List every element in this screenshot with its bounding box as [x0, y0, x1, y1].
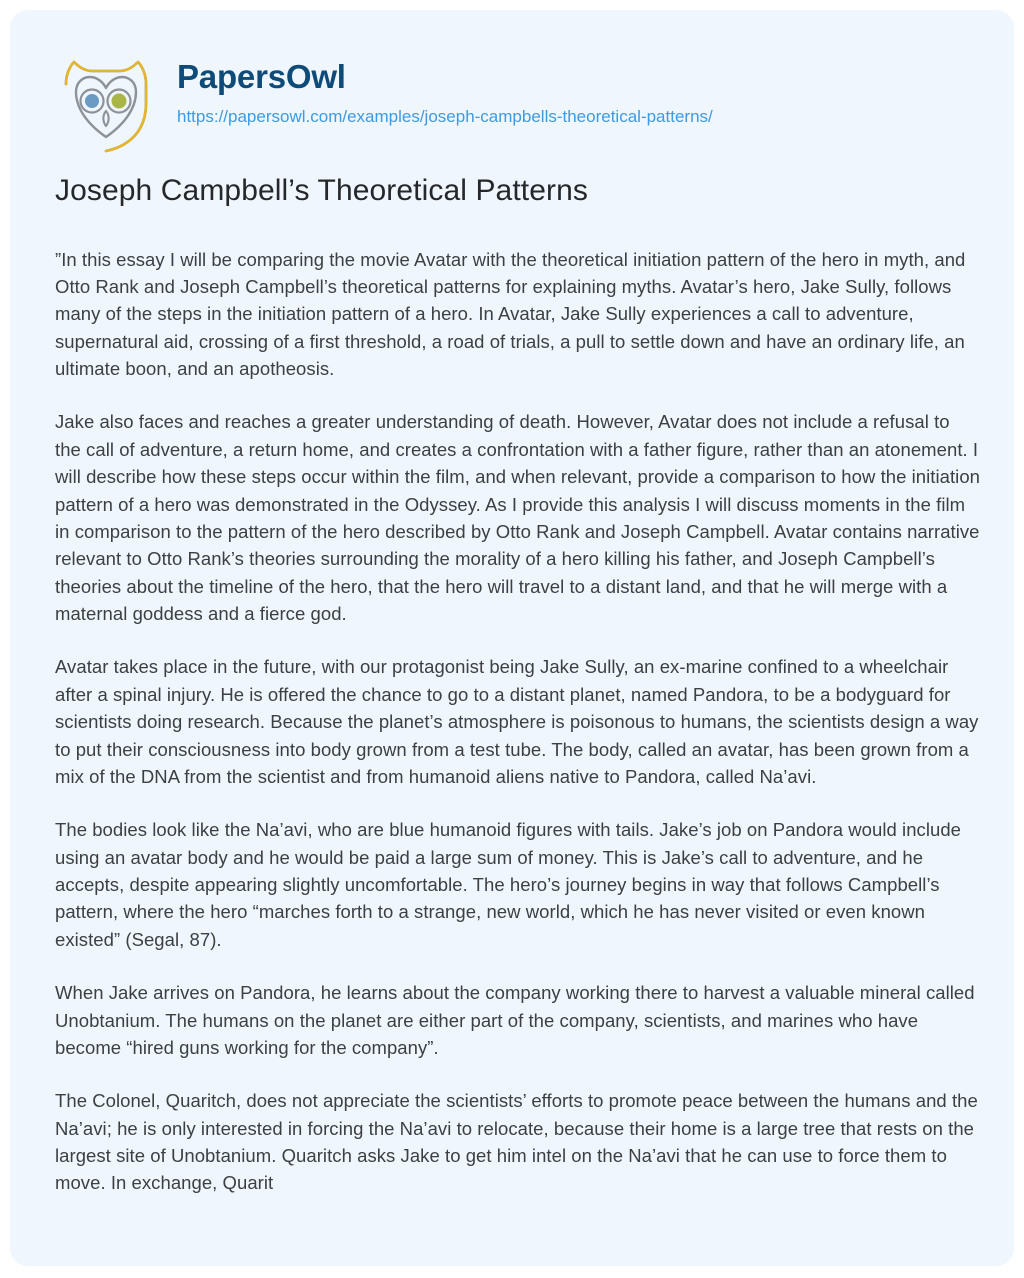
article-body: [55, 246, 980, 1197]
article-paragraph: When Jake arrives on Pandora, he learns about the company working there to harvest a valuable mineral called Unobtanium. The humans on the planet are either part of the company, scientists, and marines who have become “hired guns working for the company”.: [55, 982, 975, 1058]
site-header: [10, 10, 1014, 160]
article-paragraph: The bodies look like the Na’avi, who are blue humanoid figures with tails. Jake’s job on Pandora would include using an avatar body and he would be paid a large sum of money. This is Jake’s call to adventure, and he accepts, despite appearing slightly uncomfortable. The hero’s journey begins in way that follows Campbell’s pattern, where the hero “marches forth to a strange, new world, which he has never visited or even known existed” (Segal, 87).: [55, 819, 962, 950]
article-paragraph: ”In this essay I will be comparing the movie Avatar with the theoretical initiation pattern of the hero in myth, and Otto Rank and Joseph Campbell’s theoretical patterns for explaining myths. Avatar’s hero, Jake Sully, follows many of the steps in the initiation pattern of a hero. In Avatar, Jake Sully experiences a call to adventure, supernatural aid, crossing of a first threshold, a road of trials, a pull to settle down and have an ordinary life, an ultimate boon, and an apotheosis.: [55, 248, 966, 379]
brand-name: PapersOwl: [177, 58, 346, 95]
owl-logo-icon[interactable]: [60, 58, 152, 154]
article-paragraph: Jake also faces and reaches a greater understanding of death. However, Avatar does not include a refusal to the call of adventure, a return home, and creates a confrontation with a father figure, rather than an atonement. I will describe how these steps occur within the film, and when relevant, provide a comparison to how the initiation pattern of a hero was demonstrated in the Odyssey. As I provide this analysis I will discuss moments in the film in comparison to the pattern of the hero described by Otto Rank and Joseph Campbell. Avatar contains narrative relevant to Otto Rank’s theories surrounding the morality of a hero killing his father, and Joseph Campbell’s theories about the timeline of the hero, that the hero will travel to a distant land, and that he will merge with a maternal goddess and a fierce god.: [55, 411, 981, 624]
article-paragraph: The Colonel, Quaritch, does not appreciate the scientists’ efforts to promote peace between the humans and the Na’avi; he is only interested in forcing the Na’avi to relocate, because their home is a large tree that rests on the largest site of Unobtanium. Quaritch asks Jake to get him intel on the Na’avi that he can use to force them to move. In exchange, Quarit: [55, 1090, 978, 1194]
brand-block: [177, 60, 713, 125]
page-card: [10, 10, 1014, 1266]
source-url-link[interactable]: https://papersowl.com/examples/joseph-campbells-theoretical-patterns/: [177, 107, 713, 126]
page-title: Joseph Campbell’s Theoretical Patterns: [55, 174, 588, 207]
article: [55, 172, 980, 1197]
article-paragraph: Avatar takes place in the future, with our protagonist being Jake Sully, an ex-marine confined to a wheelchair after a spinal injury. He is offered the chance to go to a distant planet, named Pandora, to be a bodyguard for scientists doing research. Because the planet’s atmosphere is poisonous to humans, the scientists design a way to put their consciousness into body grown from a test tube. The body, called an avatar, has been grown from a mix of the DNA from the scientist and from humanoid aliens native to Pandora, called Na’avi.: [55, 656, 979, 787]
